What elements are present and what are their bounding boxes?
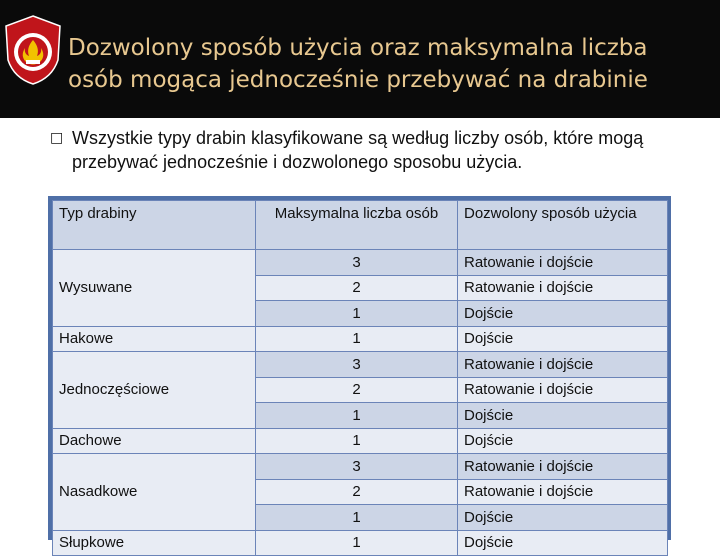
cell-use: Dojście (458, 403, 668, 429)
cell-type: Wysuwane (53, 250, 256, 327)
cell-use: Ratowanie i dojście (458, 377, 668, 403)
cell-type: Nasadkowe (53, 454, 256, 531)
cell-use: Dojście (458, 301, 668, 327)
table-row (53, 454, 668, 480)
cell-count: 1 (256, 530, 458, 556)
cell-use: Ratowanie i dojście (458, 250, 668, 276)
cell-count: 2 (256, 377, 458, 403)
title-line-1: Dozwolony sposób użycia oraz maksymalna liczba (68, 35, 648, 61)
ladder-table-frame (48, 196, 671, 552)
title-line-2: osób mogąca jednocześnie przebywać na drabinie (68, 67, 648, 93)
cell-count: 2 (256, 479, 458, 505)
cell-use: Ratowanie i dojście (458, 275, 668, 301)
page-number: 28 (684, 516, 698, 530)
cell-type: Jednoczęściowe (53, 352, 256, 429)
table-header-row (53, 201, 668, 250)
cell-count: 1 (256, 403, 458, 429)
table-row (53, 326, 668, 352)
table-row (53, 250, 668, 276)
cell-count: 3 (256, 352, 458, 378)
cell-use: Ratowanie i dojście (458, 352, 668, 378)
cell-type: Hakowe (53, 326, 256, 352)
header-max-persons: Maksymalna liczba osób (256, 201, 458, 250)
cell-use: Ratowanie i dojście (458, 454, 668, 480)
cell-count: 1 (256, 505, 458, 531)
cell-type: Dachowe (53, 428, 256, 454)
bullet-text: Wszystkie typy drabin klasyfikowane są według liczby osób, które mogą przebywać jednocześnie i dozwolonego sposobu użycia. (72, 128, 644, 172)
bullet-paragraph (50, 126, 670, 174)
table-row (53, 352, 668, 378)
fire-brigade-logo-icon (2, 14, 64, 86)
header-allowed-use: Dozwolony sposób użycia (458, 201, 668, 250)
cell-count: 1 (256, 301, 458, 327)
ladder-table (52, 200, 668, 556)
cell-count: 2 (256, 275, 458, 301)
cell-use: Dojście (458, 530, 668, 556)
cell-count: 1 (256, 428, 458, 454)
cell-count: 1 (256, 326, 458, 352)
slide-header (0, 0, 720, 118)
table-row (53, 428, 668, 454)
cell-type: Słupkowe (53, 530, 256, 556)
page-title (68, 32, 718, 96)
cell-count: 3 (256, 454, 458, 480)
cell-use: Dojście (458, 326, 668, 352)
cell-use: Dojście (458, 505, 668, 531)
cell-use: Dojście (458, 428, 668, 454)
bullet-icon: □ (50, 130, 64, 146)
table-row (53, 530, 668, 556)
header-type: Typ drabiny (53, 201, 256, 250)
cell-use: Ratowanie i dojście (458, 479, 668, 505)
cell-count: 3 (256, 250, 458, 276)
